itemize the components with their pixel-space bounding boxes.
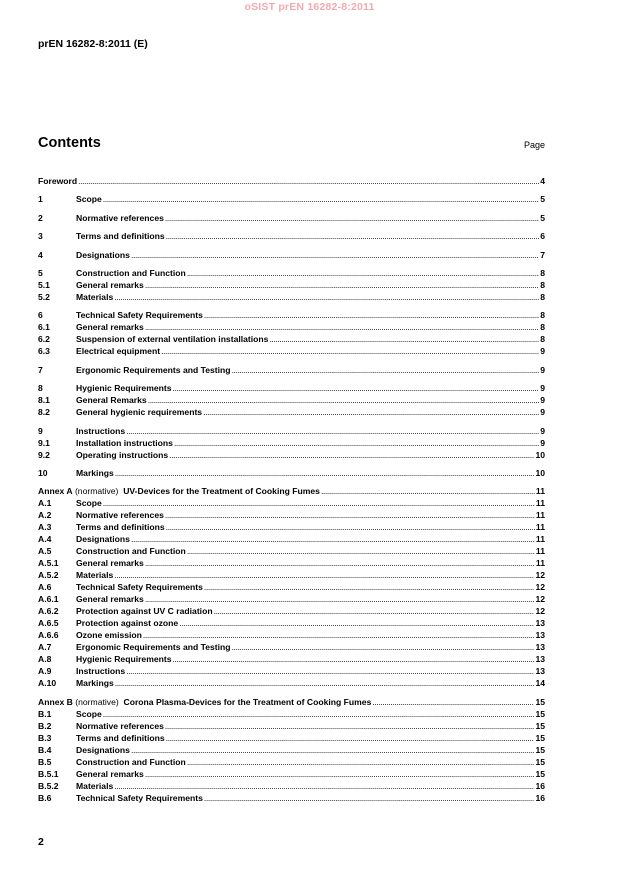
toc-entry-page: 9 bbox=[540, 383, 545, 394]
toc-entry-title: Designations bbox=[76, 534, 130, 545]
toc-entry-number: B.2 bbox=[38, 720, 52, 731]
toc-entry-number: 10 bbox=[38, 467, 48, 478]
toc-entry-number: A.6.5 bbox=[38, 618, 59, 629]
toc-entry-page: 5 bbox=[540, 212, 545, 223]
toc-entry[interactable] bbox=[38, 696, 545, 708]
toc-entry-title: Normative references bbox=[76, 212, 164, 223]
toc-entry-page: 11 bbox=[535, 534, 545, 545]
toc-entry-page: 5 bbox=[540, 194, 545, 205]
toc-leader-dots bbox=[166, 732, 535, 744]
toc-entry-title: Ergonomic Requirements and Testing bbox=[76, 642, 231, 653]
toc-entry-title: Scope bbox=[76, 708, 102, 719]
toc-leader-dots bbox=[126, 425, 539, 437]
table-of-contents bbox=[38, 175, 545, 804]
toc-entry-title: Materials bbox=[76, 570, 114, 581]
toc-entry[interactable] bbox=[38, 593, 545, 605]
toc-entry[interactable] bbox=[38, 569, 545, 581]
toc-entry[interactable] bbox=[38, 629, 545, 641]
toc-entry-page: 9 bbox=[540, 346, 545, 357]
toc-entry-number: 6.3 bbox=[38, 346, 50, 357]
toc-entry-title: Scope bbox=[76, 194, 102, 205]
toc-entry-number: 5.2 bbox=[38, 291, 50, 302]
toc-leader-dots bbox=[165, 509, 535, 521]
toc-entry[interactable] bbox=[38, 364, 545, 376]
toc-entry-page: 8 bbox=[540, 279, 545, 290]
toc-entry[interactable] bbox=[38, 768, 545, 780]
toc-entry-page: 13 bbox=[535, 666, 545, 677]
toc-entry-number: 3 bbox=[38, 231, 43, 242]
toc-entry-page: 11 bbox=[535, 498, 545, 509]
toc-leader-dots bbox=[165, 720, 535, 732]
contents-title: Contents bbox=[38, 135, 101, 151]
toc-entry-page: 13 bbox=[535, 630, 545, 641]
toc-entry-title: Normative references bbox=[76, 720, 164, 731]
toc-entry-title: Materials bbox=[76, 780, 114, 791]
toc-entry-number: A.6.1 bbox=[38, 594, 59, 605]
toc-entry-page: 8 bbox=[540, 267, 545, 278]
toc-entry-number: A.9 bbox=[38, 666, 52, 677]
toc-entry[interactable] bbox=[38, 230, 545, 242]
toc-entry[interactable] bbox=[38, 732, 545, 744]
toc-entry-page: 8 bbox=[540, 334, 545, 345]
toc-entry-title: Markings bbox=[76, 678, 114, 689]
toc-entry-title: Protection against UV C radiation bbox=[76, 606, 213, 617]
toc-leader-dots bbox=[166, 230, 540, 242]
toc-entry[interactable] bbox=[38, 653, 545, 665]
toc-entry-title: Ozone emission bbox=[76, 630, 142, 641]
toc-entry-number: Annex A bbox=[38, 486, 73, 497]
toc-leader-dots bbox=[145, 557, 535, 569]
toc-entry-title: Technical Safety Requirements bbox=[76, 310, 203, 321]
toc-entry-page: 13 bbox=[535, 618, 545, 629]
toc-entry[interactable] bbox=[38, 279, 545, 291]
toc-leader-dots bbox=[145, 279, 539, 291]
toc-entry-page: 15 bbox=[535, 720, 545, 731]
toc-entry[interactable] bbox=[38, 641, 545, 653]
toc-entry-page: 9 bbox=[540, 364, 545, 375]
toc-leader-dots bbox=[78, 175, 539, 187]
toc-entry[interactable] bbox=[38, 605, 545, 617]
toc-leader-dots bbox=[115, 677, 535, 689]
toc-entry-page: 9 bbox=[540, 425, 545, 436]
toc-leader-dots bbox=[145, 768, 535, 780]
toc-entry[interactable] bbox=[38, 425, 545, 437]
toc-entry[interactable] bbox=[38, 756, 545, 768]
toc-entry[interactable] bbox=[38, 792, 545, 804]
toc-entry-title: Ergonomic Requirements and Testing bbox=[76, 364, 231, 375]
toc-entry-page: 13 bbox=[535, 654, 545, 665]
toc-entry-number: A.3 bbox=[38, 522, 52, 533]
toc-entry-title: Protection against ozone bbox=[76, 618, 179, 629]
toc-entry[interactable] bbox=[38, 437, 545, 449]
toc-entry[interactable] bbox=[38, 212, 545, 224]
toc-entry[interactable] bbox=[38, 249, 545, 261]
toc-entry-title: Corona Plasma-Devices for the Treatment of Cooking Fumes bbox=[123, 696, 372, 707]
toc-entry-number: B.3 bbox=[38, 732, 52, 743]
toc-entry-number: 5 bbox=[38, 267, 43, 278]
toc-entry-title: Normative references bbox=[76, 510, 164, 521]
toc-leader-dots bbox=[161, 345, 539, 357]
toc-entry[interactable] bbox=[38, 720, 545, 732]
toc-entry-number: 5.1 bbox=[38, 279, 50, 290]
toc-leader-dots bbox=[165, 212, 539, 224]
toc-entry-title: Suspension of external ventilation installations bbox=[76, 334, 269, 345]
toc-leader-dots bbox=[131, 249, 539, 261]
toc-entry-title: Instructions bbox=[76, 425, 126, 436]
watermark: oSIST prEN 16282-8:2011 bbox=[244, 1, 375, 13]
toc-entry[interactable] bbox=[38, 521, 545, 533]
toc-entry-number: B.5.2 bbox=[38, 780, 59, 791]
toc-entry-page: 9 bbox=[540, 437, 545, 448]
toc-leader-dots bbox=[143, 629, 535, 641]
toc-leader-dots bbox=[145, 593, 535, 605]
toc-entry[interactable] bbox=[38, 497, 545, 509]
toc-entry-number: Annex B bbox=[38, 696, 73, 707]
toc-entry-page: 12 bbox=[535, 570, 545, 581]
toc-entry-page: 16 bbox=[535, 792, 545, 803]
toc-entry[interactable] bbox=[38, 467, 545, 479]
toc-entry-number: 6.2 bbox=[38, 334, 50, 345]
toc-entry-number: 4 bbox=[38, 249, 43, 260]
toc-leader-dots bbox=[114, 291, 539, 303]
toc-entry-title: Instructions bbox=[76, 666, 126, 677]
page-column-label: Page bbox=[523, 140, 545, 150]
toc-entry-title: General remarks bbox=[76, 558, 144, 569]
toc-leader-dots bbox=[166, 521, 535, 533]
toc-entry-number: A.4 bbox=[38, 534, 52, 545]
toc-entry[interactable] bbox=[38, 665, 545, 677]
toc-entry-page: 14 bbox=[535, 678, 545, 689]
toc-entry-number: A.6.6 bbox=[38, 630, 59, 641]
toc-leader-dots bbox=[131, 533, 535, 545]
toc-entry-number: A.5.2 bbox=[38, 570, 59, 581]
toc-leader-dots bbox=[114, 569, 534, 581]
toc-entry-title: Hygienic Requirements bbox=[76, 383, 172, 394]
toc-leader-dots bbox=[115, 467, 535, 479]
toc-leader-dots bbox=[187, 545, 535, 557]
toc-entry-title: Hygienic Requirements bbox=[76, 654, 172, 665]
toc-entry-page: 10 bbox=[535, 467, 545, 478]
toc-entry-page: 9 bbox=[540, 407, 545, 418]
toc-entry[interactable] bbox=[38, 333, 545, 345]
toc-entry-number: B.6 bbox=[38, 792, 52, 803]
toc-leader-dots bbox=[204, 792, 535, 804]
toc-leader-dots bbox=[204, 309, 539, 321]
toc-entry[interactable] bbox=[38, 382, 545, 394]
toc-leader-dots bbox=[173, 653, 535, 665]
toc-entry[interactable] bbox=[38, 394, 545, 406]
toc-entry[interactable] bbox=[38, 545, 545, 557]
toc-entry[interactable] bbox=[38, 175, 545, 187]
toc-entry[interactable] bbox=[38, 581, 545, 593]
toc-entry-title: Operating instructions bbox=[76, 449, 169, 460]
toc-entry-number: A.2 bbox=[38, 510, 52, 521]
toc-entry-title: Terms and definitions bbox=[76, 522, 165, 533]
toc-entry-title: Construction and Function bbox=[76, 546, 186, 557]
toc-entry-number: A.7 bbox=[38, 642, 52, 653]
toc-leader-dots bbox=[269, 333, 539, 345]
toc-leader-dots bbox=[174, 437, 539, 449]
toc-entry[interactable] bbox=[38, 309, 545, 321]
toc-entry-number: B.4 bbox=[38, 744, 52, 755]
toc-entry-number: A.5.1 bbox=[38, 558, 59, 569]
toc-entry[interactable] bbox=[38, 744, 545, 756]
toc-leader-dots bbox=[114, 780, 534, 792]
toc-entry-number: B.5.1 bbox=[38, 768, 59, 779]
toc-entry-page: 11 bbox=[535, 486, 545, 497]
toc-entry-page: 15 bbox=[535, 708, 545, 719]
toc-entry-number: A.10 bbox=[38, 678, 57, 689]
toc-entry-title: General remarks bbox=[76, 768, 144, 779]
toc-entry-title: General remarks bbox=[76, 279, 144, 290]
page-number: 2 bbox=[38, 836, 44, 848]
toc-entry-number: 1 bbox=[38, 194, 43, 205]
toc-entry[interactable] bbox=[38, 533, 545, 545]
toc-entry-title: Materials bbox=[76, 291, 114, 302]
toc-entry-title: Installation instructions bbox=[76, 437, 173, 448]
toc-entry-number: 8.1 bbox=[38, 395, 50, 406]
toc-entry-number: 7 bbox=[38, 364, 43, 375]
toc-entry-page: 15 bbox=[535, 756, 545, 767]
toc-entry-title: Designations bbox=[76, 249, 130, 260]
toc-entry-number: 9.1 bbox=[38, 437, 50, 448]
toc-annex-type: (normative) bbox=[75, 696, 119, 707]
toc-entry-number: A.5 bbox=[38, 546, 52, 557]
toc-entry-page: 8 bbox=[540, 291, 545, 302]
toc-entry-page: 15 bbox=[535, 732, 545, 743]
toc-entry-number: A.6.2 bbox=[38, 606, 59, 617]
toc-entry-number: 9.2 bbox=[38, 449, 50, 460]
toc-entry[interactable] bbox=[38, 780, 545, 792]
toc-leader-dots bbox=[103, 708, 535, 720]
toc-leader-dots bbox=[145, 321, 539, 333]
toc-entry-page: 6 bbox=[540, 231, 545, 242]
toc-leader-dots bbox=[148, 394, 540, 406]
toc-leader-dots bbox=[232, 364, 540, 376]
toc-entry-title: Construction and Function bbox=[76, 756, 186, 767]
toc-entry-number: B.5 bbox=[38, 756, 52, 767]
toc-entry-title: Technical Safety Requirements bbox=[76, 792, 203, 803]
toc-entry[interactable] bbox=[38, 617, 545, 629]
toc-entry[interactable] bbox=[38, 677, 545, 689]
toc-entry-number: 6 bbox=[38, 310, 43, 321]
toc-entry-number: Foreword bbox=[38, 176, 78, 186]
toc-leader-dots bbox=[372, 696, 534, 708]
toc-entry-title: Electrical equipment bbox=[76, 346, 161, 357]
toc-leader-dots bbox=[126, 665, 534, 677]
toc-entry-title: General remarks bbox=[76, 594, 144, 605]
toc-entry-title: Scope bbox=[76, 498, 102, 509]
toc-entry-title: Terms and definitions bbox=[76, 231, 165, 242]
toc-leader-dots bbox=[187, 756, 535, 768]
toc-entry-number: B.1 bbox=[38, 708, 52, 719]
toc-entry-title: UV-Devices for the Treatment of Cooking Fumes bbox=[123, 486, 320, 497]
toc-entry-page: 16 bbox=[535, 780, 545, 791]
toc-entry[interactable] bbox=[38, 406, 545, 418]
toc-entry-page: 8 bbox=[540, 310, 545, 321]
toc-entry-page: 15 bbox=[535, 696, 545, 707]
toc-entry-page: 15 bbox=[535, 768, 545, 779]
toc-entry-title: Technical Safety Requirements bbox=[76, 582, 203, 593]
toc-entry-page: 11 bbox=[535, 510, 545, 521]
toc-entry-number: 9 bbox=[38, 425, 43, 436]
toc-entry-number: A.6 bbox=[38, 582, 52, 593]
toc-entry-page: 8 bbox=[540, 322, 545, 333]
toc-entry-title: Terms and definitions bbox=[76, 732, 165, 743]
toc-entry-page: 9 bbox=[540, 395, 545, 406]
toc-leader-dots bbox=[187, 267, 539, 279]
toc-entry-page: 12 bbox=[535, 594, 545, 605]
toc-entry[interactable] bbox=[38, 485, 545, 497]
toc-entry-number: 8 bbox=[38, 383, 43, 394]
toc-entry[interactable] bbox=[38, 321, 545, 333]
toc-entry-page: 13 bbox=[535, 642, 545, 653]
toc-leader-dots bbox=[173, 382, 540, 394]
toc-leader-dots bbox=[103, 497, 535, 509]
toc-leader-dots bbox=[131, 744, 534, 756]
toc-entry-number: A.1 bbox=[38, 498, 52, 509]
toc-entry-number: 6.1 bbox=[38, 322, 50, 333]
toc-leader-dots bbox=[169, 449, 534, 461]
toc-entry-title: General Remarks bbox=[76, 395, 147, 406]
toc-entry[interactable] bbox=[38, 345, 545, 357]
toc-entry-title: Construction and Function bbox=[76, 267, 186, 278]
document-id: prEN 16282-8:2011 (E) bbox=[38, 38, 148, 50]
toc-entry-number: A.8 bbox=[38, 654, 52, 665]
toc-annex-type: (normative) bbox=[74, 486, 119, 497]
toc-entry[interactable] bbox=[38, 449, 545, 461]
toc-entry-page: 15 bbox=[535, 744, 545, 755]
toc-entry[interactable] bbox=[38, 708, 545, 720]
toc-entry[interactable] bbox=[38, 509, 545, 521]
toc-entry-page: 11 bbox=[535, 522, 545, 533]
toc-entry-title: Markings bbox=[76, 467, 114, 478]
toc-entry-title: Designations bbox=[76, 744, 130, 755]
toc-leader-dots bbox=[179, 617, 534, 629]
toc-entry[interactable] bbox=[38, 557, 545, 569]
toc-entry-page: 11 bbox=[535, 546, 545, 557]
toc-entry[interactable] bbox=[38, 193, 545, 205]
toc-leader-dots bbox=[321, 485, 535, 497]
toc-entry-page: 12 bbox=[535, 606, 545, 617]
toc-entry[interactable] bbox=[38, 267, 545, 279]
toc-leader-dots bbox=[103, 193, 539, 205]
toc-leader-dots bbox=[203, 406, 539, 418]
toc-leader-dots bbox=[232, 641, 535, 653]
toc-entry-title: General hygienic requirements bbox=[76, 407, 203, 418]
toc-entry-number: 2 bbox=[38, 212, 43, 223]
toc-entry-title: General remarks bbox=[76, 322, 144, 333]
toc-entry-page: 11 bbox=[535, 558, 545, 569]
toc-leader-dots bbox=[204, 581, 535, 593]
toc-entry-page: 7 bbox=[540, 249, 545, 260]
toc-entry[interactable] bbox=[38, 291, 545, 303]
toc-leader-dots bbox=[214, 605, 535, 617]
toc-entry-number: 8.2 bbox=[38, 407, 50, 418]
toc-entry-page: 4 bbox=[540, 176, 545, 186]
toc-entry-page: 10 bbox=[535, 449, 545, 460]
toc-entry-page: 12 bbox=[535, 582, 545, 593]
